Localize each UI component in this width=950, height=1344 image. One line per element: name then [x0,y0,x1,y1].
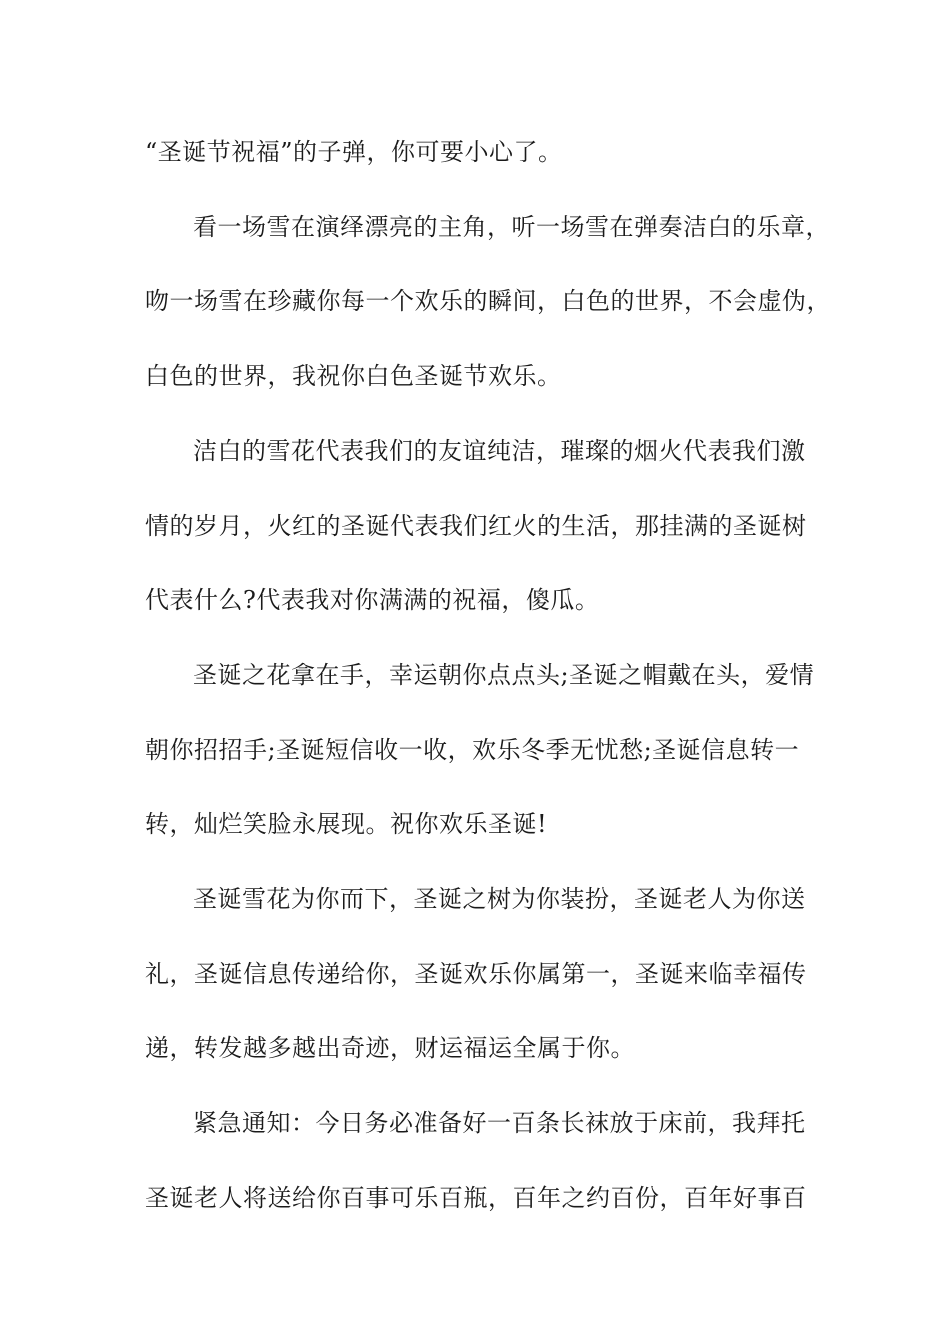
text-line: 代表什么?代表我对你满满的祝福，傻瓜。 [145,586,600,614]
text-line: “圣诞节祝福”的子弹，你可要小心了。 [145,138,563,166]
text-line: 转，灿烂笑脸永展现。祝你欢乐圣诞! [145,810,548,838]
paragraph-start-line: 紧急通知：今日务必准备好一百条长袜放于床前，我拜托 [193,1109,806,1137]
paragraph-start-line: 圣诞雪花为你而下，圣诞之树为你装扮，圣诞老人为你送 [193,885,806,913]
text-line: 礼，圣诞信息传递给你，圣诞欢乐你属第一，圣诞来临幸福传 [145,960,807,988]
paragraph-start-line: 看一场雪在演绎漂亮的主角，听一场雪在弹奏洁白的乐章， [193,213,830,241]
text-line: 白色的世界，我祝你白色圣诞节欢乐。 [145,362,562,390]
paragraph-start-line: 圣诞之花拿在手，幸运朝你点点头;圣诞之帽戴在头，爱情 [193,661,815,689]
text-line: 情的岁月，火红的圣诞代表我们红火的生活，那挂满的圣诞树 [145,512,807,540]
text-line: 递，转发越多越出奇迹，财运福运全属于你。 [145,1034,635,1062]
text-line: 朝你招招手;圣诞短信收一收，欢乐冬季无忧愁;圣诞信息转一 [145,736,800,764]
text-line: 吻一场雪在珍藏你每一个欢乐的瞬间，白色的世界，不会虚伪， [145,287,831,315]
paragraph-start-line: 洁白的雪花代表我们的友谊纯洁，璀璨的烟火代表我们激 [193,437,806,465]
text-line: 圣诞老人将送给你百事可乐百瓶，百年之约百份，百年好事百 [145,1184,807,1212]
